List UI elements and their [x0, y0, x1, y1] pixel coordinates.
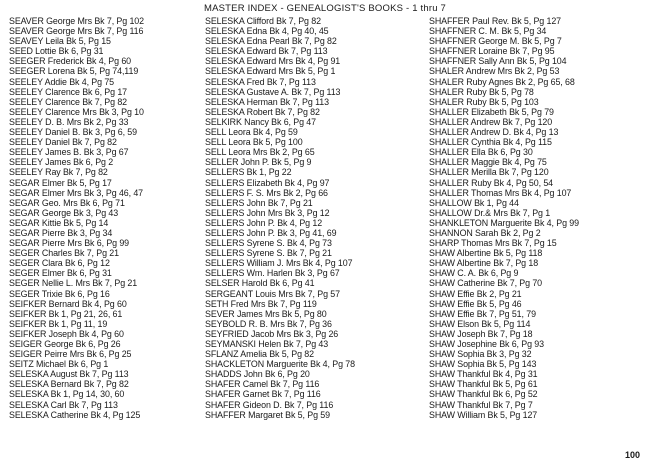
index-entry: SELESKA Bernard Bk 7, Pg 82 — [9, 379, 129, 390]
index-entry: SEIGER Peirre Mrs Bk 6, Pg 25 — [9, 349, 132, 360]
index-entry: SEGAR George Bk 3, Pg 43 — [9, 207, 119, 218]
index-entry: SELLERS Bk 1, Pg 22 — [205, 167, 292, 178]
index-entry: SHALLER Maggie Bk 4, Pg 75 — [429, 157, 547, 168]
index-entry: SHAW Thankful Bk 4, Pg 31 — [429, 369, 538, 380]
index-entry: SEELEY Addie Bk 4, Pg 75 — [9, 76, 114, 87]
index-entry: SELKIRK Nancy Bk 6, Pg 47 — [205, 116, 316, 127]
index-entry: SELLER John P. Bk 5, Pg 9 — [205, 157, 312, 168]
index-entry: SHALLER Merilla Bk 7, Pg 120 — [429, 167, 549, 178]
index-entry: SEGER Elmer Bk 6, Pg 31 — [9, 268, 112, 279]
index-entry: SELL Leora Bk 4, Pg 59 — [205, 127, 298, 138]
index-entry: SHALLER Andrew Bk 7, Pg 120 — [429, 116, 553, 127]
index-entry: SHAW William Bk 5, Pg 127 — [429, 409, 538, 420]
index-entry: SEYFRIED Jacob Mrs Bk 3, Pg 26 — [205, 328, 339, 339]
index-entry: SEEGER Frederick Bk 4, Pg 60 — [9, 56, 131, 67]
index-entry: SEIFKER Joseph Bk 4, Pg 60 — [9, 328, 124, 339]
index-entry: SEGAR Geo. Mrs Bk 6, Pg 71 — [9, 197, 125, 208]
index-entry: SHALLER Andrew D. Bk 4, Pg 13 — [429, 127, 559, 138]
index-entry: SHAW Thankful Bk 5, Pg 61 — [429, 379, 538, 390]
index-entry: SEELEY D. B. Mrs Bk 2, Pg 33 — [9, 116, 129, 127]
index-entry: SHAW Effie Bk 7, Pg 51, 79 — [429, 308, 536, 319]
index-entry: SEYBOLD R. B. Mrs Bk 7, Pg 36 — [205, 318, 332, 329]
index-column-1 — [9, 16, 205, 420]
index-entry: SHALLER Thomas Mrs Bk 4, Pg 107 — [429, 187, 572, 198]
index-column-2 — [205, 16, 429, 420]
index-entry: SEED Lottie Bk 6, Pg 31 — [9, 46, 104, 57]
index-entry: SELESKA Gustave A. Bk 7, Pg 113 — [205, 86, 341, 97]
index-entry: SHAW Sophia Bk 5, Pg 143 — [429, 359, 537, 370]
index-entry: SHAFER Gideon D. Bk 7, Pg 116 — [205, 399, 334, 410]
index-entry: SELESKA Edward Mrs Bk 4, Pg 91 — [205, 56, 341, 67]
index-entry: SHANKLETON Marguerite Bk 4, Pg 99 — [429, 217, 579, 228]
index-entry: SELLERS John P. Bk 4, Pg 12 — [205, 217, 323, 228]
index-entry: SEELEY Daniel B. Bk 3, Pg 6, 59 — [9, 127, 137, 138]
index-entry: SEGAR Pierre Mrs Bk 6, Pg 99 — [9, 238, 130, 249]
index-entry: SEAVER George Mrs Bk 7, Pg 102 — [9, 16, 144, 26]
index-entry: SHAW Thankful Bk 6, Pg 52 — [429, 389, 538, 400]
index-entry: SEELEY Ray Bk 7, Pg 82 — [9, 167, 108, 178]
index-entry: SHAW Josephine Bk 6, Pg 93 — [429, 339, 544, 349]
index-entry: SEELEY Clarence Bk 7, Pg 82 — [9, 96, 128, 107]
index-entry: SEITZ Michael Bk 6, Pg 1 — [9, 359, 109, 370]
index-entry: SHALER Ruby Bk 5, Pg 78 — [429, 86, 534, 97]
index-entry: SELESKA Edna Bk 4, Pg 40, 45 — [205, 26, 329, 37]
index-entry: SEGER Trixie Bk 6, Pg 16 — [9, 288, 110, 299]
index-entry: SHAW Sophia Bk 3, Pg 32 — [429, 349, 532, 360]
index-entry: SEGAR Pierre Bk 3, Pg 34 — [9, 227, 113, 238]
index-entry: SEGAR Kittie Bk 5, Pg 14 — [9, 217, 109, 228]
index-entry: SELESKA Clifford Bk 7, Pg 82 — [205, 16, 321, 26]
index-entry: SFLANZ Amelia Bk 5, Pg 82 — [205, 349, 314, 360]
index-entry: SHAFFNER C. M. Bk 5, Pg 34 — [429, 26, 547, 37]
index-entry: SELESKA Herman Bk 7, Pg 113 — [205, 96, 329, 107]
index-entry: SHALLER Ruby Bk 4, Pg 50, 54 — [429, 177, 553, 188]
index-entry: SELESKA August Bk 7, Pg 113 — [9, 369, 129, 380]
index-entry: SEGAR Elmer Mrs Bk 3, Pg 46, 47 — [9, 187, 144, 198]
index-entry: SETH Fred Mrs Bk 7, Pg 119 — [205, 298, 317, 309]
index-entry: SEGER Charles Bk 7, Pg 21 — [9, 248, 119, 259]
index-entry: SELESKA Bk 1, Pg 14, 30, 60 — [9, 389, 125, 400]
page-number: 100 — [624, 450, 640, 460]
index-entry: SEELEY Daniel Bk 7, Pg 82 — [9, 137, 117, 148]
index-entry: SHAFFNER Loraine Bk 7, Pg 95 — [429, 46, 555, 57]
index-entry: SHARP Thomas Mrs Bk 7, Pg 15 — [429, 238, 557, 249]
index-entry: SEAVEY Leila Bk 5, Pg 15 — [9, 36, 111, 47]
index-entry: SEEGER Lorena Bk 5, Pg 74,119 — [9, 66, 139, 77]
index-entry: SELESKA Edward Bk 7, Pg 113 — [205, 46, 328, 57]
index-entry: SHAFFNER George M. Bk 5, Pg 7 — [429, 36, 562, 47]
index-entry: SHALLER Ella Bk 6, Pg 30 — [429, 147, 533, 158]
index-column-3 — [429, 16, 645, 420]
index-entry: SHALER Andrew Mrs Bk 2, Pg 53 — [429, 66, 560, 77]
index-entry: SHAFFNER Sally Ann Bk 5, Pg 104 — [429, 56, 567, 67]
index-entry: SELLERS Syrene S. Bk 7, Pg 21 — [205, 248, 332, 259]
index-entry: SHAW C. A. Bk 6, Pg 9 — [429, 268, 519, 279]
index-entry: SELLERS William J. Mrs Bk 4, Pg 107 — [205, 258, 353, 269]
index-entry: SELLERS John Bk 7, Pg 21 — [205, 197, 313, 208]
index-entry: SHALLOW Dr.& Mrs Bk 7, Pg 1 — [429, 207, 551, 218]
index-entry: SHAW Catherine Bk 7, Pg 70 — [429, 278, 542, 289]
index-entry: SEELEY Clarence Bk 6, Pg 17 — [9, 86, 128, 97]
index-entry: SHALLER Cynthia Bk 4, Pg 115 — [429, 137, 552, 148]
index-entry: SEGER Nellie L. Mrs Bk 7, Pg 21 — [9, 278, 138, 289]
index-entry: SELESKA Edna Pearl Bk 7, Pg 82 — [205, 36, 337, 47]
index-entry: SELESKA Catherine Bk 4, Pg 125 — [9, 409, 141, 420]
index-entry: SHAW Effie Bk 5, Pg 46 — [429, 298, 522, 309]
index-entry: SELLERS Elizabeth Bk 4, Pg 97 — [205, 177, 330, 188]
index-entry: SHAFER Camel Bk 7, Pg 116 — [205, 379, 320, 390]
index-entry: SEGAR Elmer Bk 5, Pg 17 — [9, 177, 112, 188]
index-entry: SHACKLETON Marguerite Bk 4, Pg 78 — [205, 359, 355, 370]
index-entry: SHAW Thankful Bk 7, Pg 7 — [429, 399, 533, 410]
index-entry: SEYMANSKI Helen Bk 7, Pg 43 — [205, 339, 329, 349]
index-entry: SEIFKER Bk 1, Pg 21, 26, 61 — [9, 308, 123, 319]
index-entry: SEGER Clara Bk 6, Pg 12 — [9, 258, 110, 269]
index-entry: SELLERS Wm. Harlen Bk 3, Pg 67 — [205, 268, 340, 279]
index-entry: SEIFKER Bernard Bk 4, Pg 60 — [9, 298, 127, 309]
index-entry: SHANNON Sarah Bk 2, Pg 2 — [429, 227, 541, 238]
index-entry: SELESKA Fred Bk 7, Pg 113 — [205, 76, 316, 87]
index-entry: SELSER Harold Bk 6, Pg 41 — [205, 278, 315, 289]
index-entry: SEELEY James Bk 6, Pg 2 — [9, 157, 114, 168]
index-columns — [9, 16, 645, 420]
index-entry: SEIFKER Bk 1, Pg 11, 19 — [9, 318, 108, 329]
index-entry: SELESKA Edward Mrs Bk 5, Pg 1 — [205, 66, 336, 77]
index-entry: SELLERS F. S. Mrs Bk 2, Pg 66 — [205, 187, 328, 198]
index-entry: SHAW Effie Bk 2, Pg 21 — [429, 288, 522, 299]
index-entry: SEELEY James B. Bk 3, Pg 67 — [9, 147, 129, 158]
index-entry: SEIGER George Bk 6, Pg 26 — [9, 339, 121, 349]
index-entry: SHAFFER Paul Rev. Bk 5, Pg 127 — [429, 16, 561, 26]
index-entry: SELLERS Syrene S. Bk 4, Pg 73 — [205, 238, 332, 249]
index-entry: SERGEANT Louis Mrs Bk 7, Pg 57 — [205, 288, 340, 299]
index-entry: SELESKA Robert Bk 7, Pg 82 — [205, 106, 320, 117]
index-entry: SELL Leora Mrs Bk 2, Pg 65 — [205, 147, 315, 158]
index-entry: SEELEY Clarence Mrs Bk 3, Pg 10 — [9, 106, 144, 117]
index-entry: SHADDS John Bk 6, Pg 20 — [205, 369, 310, 380]
index-entry: SHALER Ruby Bk 5, Pg 103 — [429, 96, 539, 107]
index-entry: SHALER Ruby Agnes Bk 2, Pg 65, 68 — [429, 76, 575, 87]
index-entry: SHAW Joseph Bk 7, Pg 18 — [429, 328, 533, 339]
index-entry: SHAW Albertine Bk 5, Pg 118 — [429, 248, 543, 259]
index-entry: SELESKA Carl Bk 7, Pg 113 — [9, 399, 118, 410]
index-entry: SEVER James Mrs Bk 5, Pg 80 — [205, 308, 327, 319]
index-entry: SHAFFER Margaret Bk 5, Pg 59 — [205, 409, 330, 420]
index-entry: SHALLER Elizabeth Bk 5, Pg 79 — [429, 106, 554, 117]
index-entry: SHALLOW Bk 1, Pg 44 — [429, 197, 519, 208]
index-entry: SELLERS John Mrs Bk 3, Pg 12 — [205, 207, 330, 218]
page-title: MASTER INDEX - GENEALOGIST'S BOOKS - 1 thru 7 — [203, 3, 447, 14]
index-entry: SELL Leora Bk 5, Pg 100 — [205, 137, 303, 148]
index-entry: SEAVER George Mrs Bk 7, Pg 116 — [9, 26, 144, 37]
index-entry: SHAW Albertine Bk 7, Pg 18 — [429, 258, 539, 269]
index-entry: SHAFER Garnet Bk 7, Pg 116 — [205, 389, 321, 400]
index-entry: SELLERS John P. Bk 3, Pg 41, 69 — [205, 227, 337, 238]
index-entry: SHAW Elson Bk 5, Pg 114 — [429, 318, 531, 329]
